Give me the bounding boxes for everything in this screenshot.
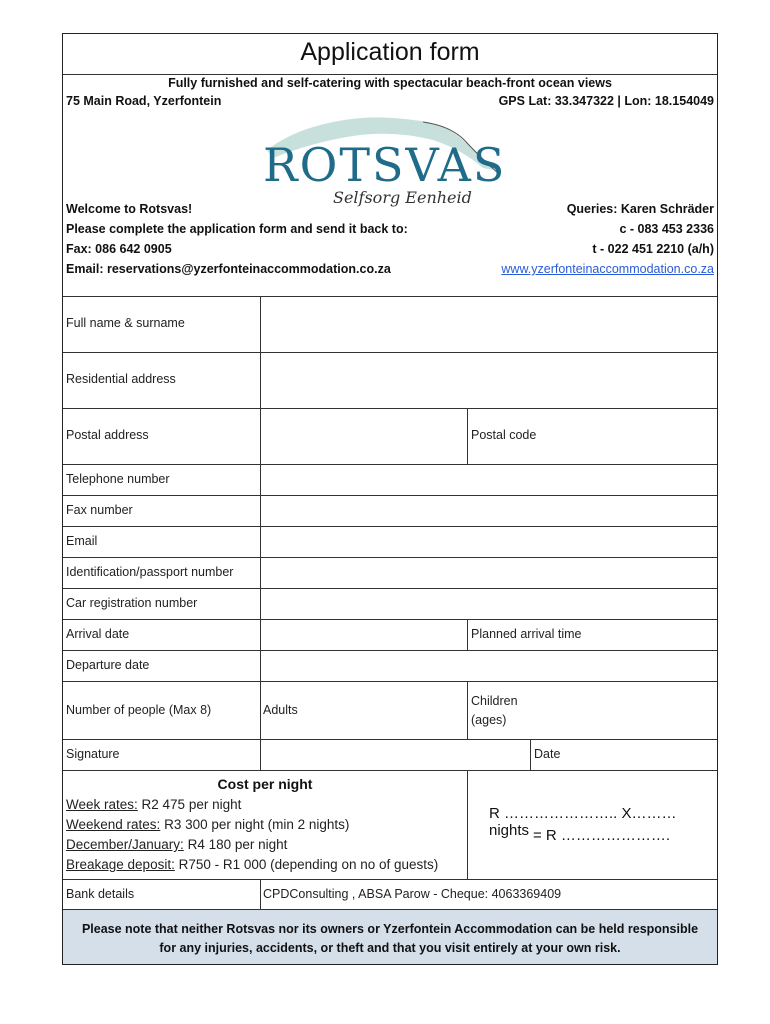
label-telephone: Telephone number: [66, 472, 170, 486]
website-link[interactable]: www.yzerfonteinaccommodation.co.za: [501, 262, 714, 276]
rotsvas-logo: [253, 110, 507, 210]
arrival-date-field[interactable]: [261, 620, 466, 650]
label-bank-details: Bank details: [66, 887, 135, 901]
week-rates-value: R2 475 per night: [137, 797, 242, 812]
breakage-deposit: [66, 857, 438, 872]
breakage-deposit-value: R750 - R1 000 (depending on no of guests): [174, 857, 439, 872]
address: 75 Main Road, Yzerfontein: [66, 94, 222, 108]
label-departure-date: Departure date: [66, 658, 150, 672]
label-number-of-people: Number of people (Max 8): [66, 703, 212, 717]
label-postal-address: Postal address: [66, 428, 149, 442]
rates-heading: Cost per night: [217, 776, 313, 792]
week-rates-label: Week rates:: [66, 797, 138, 812]
welcome-text: Welcome to Rotsvas!: [66, 202, 193, 216]
weekend-rates-value: R3 300 per night (min 2 nights): [160, 817, 350, 832]
december-rates-label: December/January:: [66, 837, 184, 852]
disclaimer-text: Please note that neither Rotsvas nor its owners or Yzerfontein Accommodation can be held responsible for any injuries, accidents, or theft and that you visit entirely at your own risk.: [81, 922, 699, 955]
label-fax: Fax number: [66, 503, 133, 517]
label-children-ages: (ages): [471, 713, 507, 727]
label-adults: Adults: [263, 703, 298, 717]
december-rates-value: R4 180 per night: [183, 837, 288, 852]
rate-calculation-line2: = R ………………….: [533, 827, 671, 844]
december-rates: [66, 837, 287, 852]
label-signature: Signature: [66, 747, 120, 761]
label-car-registration: Car registration number: [66, 596, 198, 610]
tagline: Fully furnished and self-catering with spectacular beach-front ocean views: [168, 76, 612, 90]
cell-contact: c - 083 453 2336: [619, 222, 714, 236]
breakage-deposit-label: Breakage deposit:: [66, 857, 175, 872]
rate-calculation-line1: R ………………….. X……… nights: [489, 805, 677, 839]
week-rates: [66, 797, 241, 812]
residential-address-field[interactable]: [261, 353, 718, 408]
departure-date-field[interactable]: [261, 651, 718, 681]
label-full-name: Full name & surname: [66, 316, 185, 330]
email-field[interactable]: [261, 527, 718, 557]
fax-contact: Fax: 086 642 0905: [66, 242, 172, 256]
postal-address-field[interactable]: [261, 409, 466, 464]
disclaimer-box: [63, 910, 717, 964]
label-arrival-time: Planned arrival time: [471, 627, 582, 641]
car-registration-field[interactable]: [261, 589, 718, 619]
gps-coordinates: GPS Lat: 33.347322 | Lon: 18.154049: [498, 94, 714, 108]
email-contact: Email: reservations@yzerfonteinaccommodation.co.za: [66, 262, 391, 276]
label-children: Children: [471, 694, 518, 708]
tel-contact: t - 022 451 2210 (a/h): [592, 242, 714, 256]
signature-field[interactable]: [261, 740, 529, 770]
full-name-field[interactable]: [261, 297, 718, 352]
telephone-field[interactable]: [261, 465, 718, 495]
instruction-text: Please complete the application form and send it back to:: [66, 222, 408, 236]
divider: [63, 74, 717, 75]
label-arrival-date: Arrival date: [66, 627, 130, 641]
application-form-sheet: [62, 33, 718, 965]
form-title: Application form: [300, 38, 480, 66]
queries-contact: Queries: Karen Schräder: [566, 202, 714, 216]
label-email: Email: [66, 534, 98, 548]
logo-script: Selfsorg Eenheid: [333, 188, 472, 207]
label-residential-address: Residential address: [66, 372, 176, 386]
bank-details-value: CPDConsulting , ABSA Parow - Cheque: 4063369409: [263, 887, 562, 901]
fax-field[interactable]: [261, 496, 718, 526]
logo-wordmark: ROTSVAS: [263, 138, 507, 192]
label-postal-code: Postal code: [471, 428, 537, 442]
label-date: Date: [534, 747, 561, 761]
weekend-rates-label: Weekend rates:: [66, 817, 161, 832]
weekend-rates: [66, 817, 349, 832]
label-id-passport: Identification/passport number: [66, 565, 234, 579]
id-passport-field[interactable]: [261, 558, 718, 588]
